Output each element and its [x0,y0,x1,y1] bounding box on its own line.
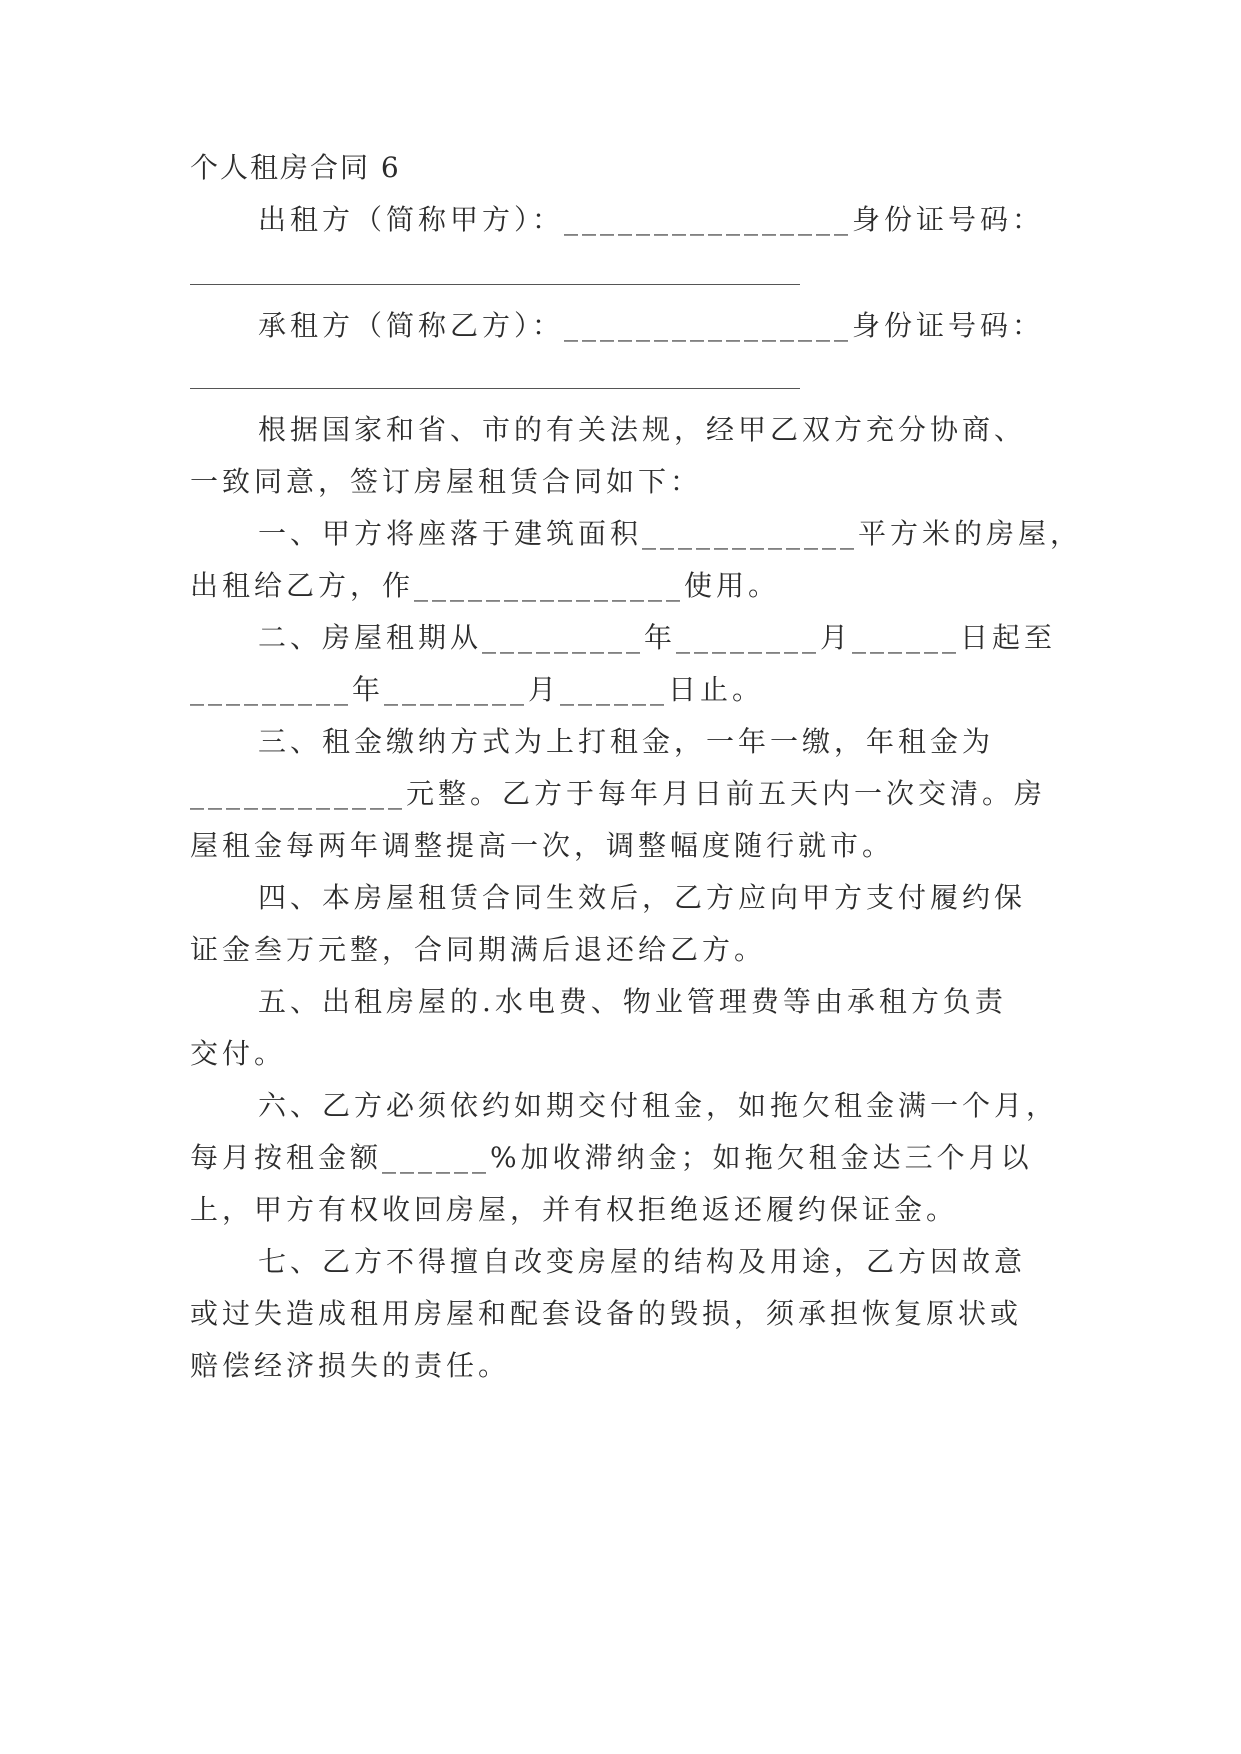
clause-1-line-1: 一、甲方将座落于建筑面积____________平方米的房屋， [258,517,1083,550]
clause-6-line-2: 每月按租金额______%加收滞纳金；如拖欠租金达三个月以 [190,1141,1033,1174]
clause-4-line-1: 四、本房屋租赁合同生效后，乙方应向甲方支付履约保 [258,881,1027,914]
clause-3-line-1: 三、租金缴纳方式为上打租金，一年一缴，年租金为 [258,725,995,758]
document-title: 个人租房合同 6 [190,151,401,184]
preamble-line-1: 根据国家和省、市的有关法规，经甲乙双方充分协商、 [258,413,1027,446]
lessee-id-blank [190,388,800,389]
clause-7-line-2: 或过失造成租用房屋和配套设备的毁损，须承担恢复原状或 [190,1297,1023,1330]
clause-7-line-1: 七、乙方不得擅自改变房屋的结构及用途，乙方因故意 [258,1245,1027,1278]
clause-6-line-1: 六、乙方必须依约如期交付租金，如拖欠租金满一个月， [258,1089,1059,1122]
clause-7-line-3: 赔偿经济损失的责任。 [190,1349,511,1382]
clause-6-line-3: 上，甲方有权收回房屋，并有权拒绝返还履约保证金。 [190,1193,959,1226]
lessor-line: 出租方（简称甲方）：________________身份证号码： [258,203,1045,236]
clause-3-line-2: ____________元整。乙方于每年月日前五天内一次交清。房 [190,777,1047,810]
lessor-id-blank [190,284,800,285]
clause-3-line-3: 屋租金每两年调整提高一次，调整幅度随行就市。 [190,829,895,862]
clause-2-line-2: _________年________月______日止。 [190,673,765,706]
lessee-line: 承租方（简称乙方）：________________身份证号码： [258,309,1045,342]
clause-5-line-1: 五、出租房屋的.水电费、物业管理费等由承租方负责 [258,985,1007,1018]
clause-2-line-1: 二、房屋租期从_________年________月______日起至 [258,621,1057,654]
preamble-line-2: 一致同意，签订房屋租赁合同如下： [190,465,703,498]
clause-4-line-2: 证金叁万元整，合同期满后退还给乙方。 [190,933,767,966]
clause-1-line-2: 出租给乙方，作_______________使用。 [190,569,781,602]
clause-5-line-2: 交付。 [190,1037,287,1070]
